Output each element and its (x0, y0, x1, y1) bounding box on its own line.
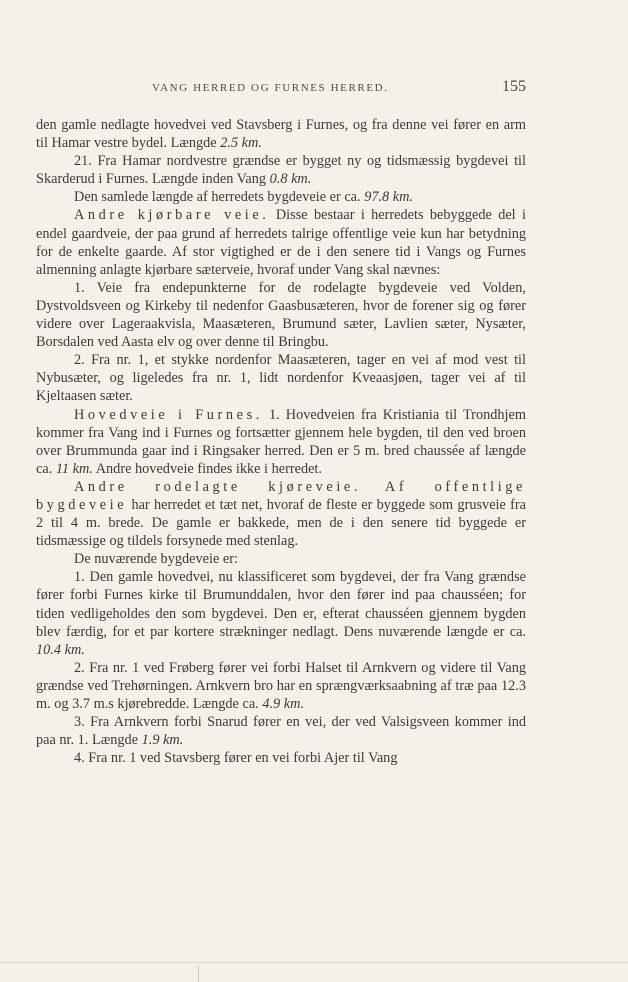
section-heading: Andre rodelagte kjøreveie. (74, 478, 362, 495)
paragraph: 3. Fra Arnkvern forbi Snarud fører en vei, der ved Valsigsveen kommer ind paa nr. 1. Længde 1.9 km. (36, 714, 526, 749)
paragraph: 1. Den gamle hovedvei, nu klassificeret som bygdevei, der fra Vang grændse fører forbi Furnes kirke til Brumunddalen, hvor den fører ind paa chausséen; for tiden vedligeholdes den som bygdevei. Den er, efterat chausséen gjennem bygden blev færdig, for et par kortere strækninger nedlagt. Dens nuværende længde er ca. 10.4 km. (36, 569, 526, 658)
paragraph: 1. Veie fra endepunkterne for de rodelagte bygdeveie ved Volden, Dystvoldsveen og Kirkeby til nedenfor Gaasbusæteren, hvor de forener sig og fører videre over Lageraakvisla, Maasæteren, Brumund sæter, Lavlien sæter, Nysæter, Borsdalen ved Aasta elv og over denne til Bringbu. (36, 279, 526, 351)
paragraph: Hovedveie i Furnes. 1. Hovedveien fra Kristiania til Trondhjem kommer fra Vang ind i Furnes og fortsætter gjennem hele bygden, til den ved broen over Brummunda gaar ind i Ringsaker herred. Den er 5 m. bred chaussée af længde ca. 11 km. Andre hovedveie findes ikke i herredet. (36, 406, 526, 477)
paragraph: Den samlede længde af herredets bygdeveie er ca. 97.8 km. (74, 189, 414, 206)
paragraph: Andre rodelagte kjøreveie. Af offentlige bygdeveie har herredet et tæt net, hvoraf de fleste er byggede som grusveie fra 2 til 4 m. brede. De gamle er bakkede, men de i den senere tid byggede er tidsmæssige og tildels forsynede med stenlag. (36, 478, 526, 550)
page-number: 155 (502, 78, 526, 95)
body-text (36, 116, 526, 767)
section-heading: Andre kjørbare veie. (74, 207, 270, 224)
paragraph: 21. Fra Hamar nordvestre grændse er bygget ny og tidsmæssig bygdevei til Skarderud i Furnes. Længde inden Vang 0.8 km. (36, 153, 526, 188)
paragraph: De nuværende bygdeveie er: (74, 551, 238, 568)
running-title: VANG HERRED OG FURNES HERRED. (152, 82, 389, 94)
section-heading: Hovedveie i Furnes. (74, 406, 263, 423)
paragraph: Andre kjørbare veie. Disse bestaar i herredets bebyggede del i endel gaardveie, der paa grund af herredets talrige offentlige veie kun har betydning for de enkelte gaarde. Af stor vigtighed er de i den senere tid i Vangs og Furnes almenning anlagte kjørbare sæterveie, hvoraf under Vang skal nævnes: (36, 207, 526, 278)
page-bottom-edge (0, 962, 628, 963)
paragraph: 2. Fra nr. 1, et stykke nordenfor Maasæteren, tager en vei af mod vest til Nybusæter, og ligeledes fra nr. 1, lidt nordenfor Kveaasjøen, tager vei af til Kjeltaasen sæter. (36, 352, 526, 405)
paragraph: 4. Fra nr. 1 ved Stavsberg fører en vei forbi Ajer til Vang (74, 750, 398, 767)
binding-mark (198, 966, 199, 982)
section-heading: Af offentlige bygdeveie (36, 478, 526, 513)
page-header (36, 78, 526, 98)
paragraph: 2. Fra nr. 1 ved Frøberg fører vei forbi Halset til Arnkvern og videre til Vang grændse ved Trehørningen. Arnkvern bro har en sprængværksaabning af træ paa 12.3 m. og 3.7 m.s kjørebredde. Længde ca. 4.9 km. (36, 659, 526, 712)
paragraph: den gamle nedlagte hovedvei ved Stavsberg i Furnes, og fra denne vei fører en arm til Hamar vestre bydel. Længde 2.5 km. (36, 117, 526, 152)
